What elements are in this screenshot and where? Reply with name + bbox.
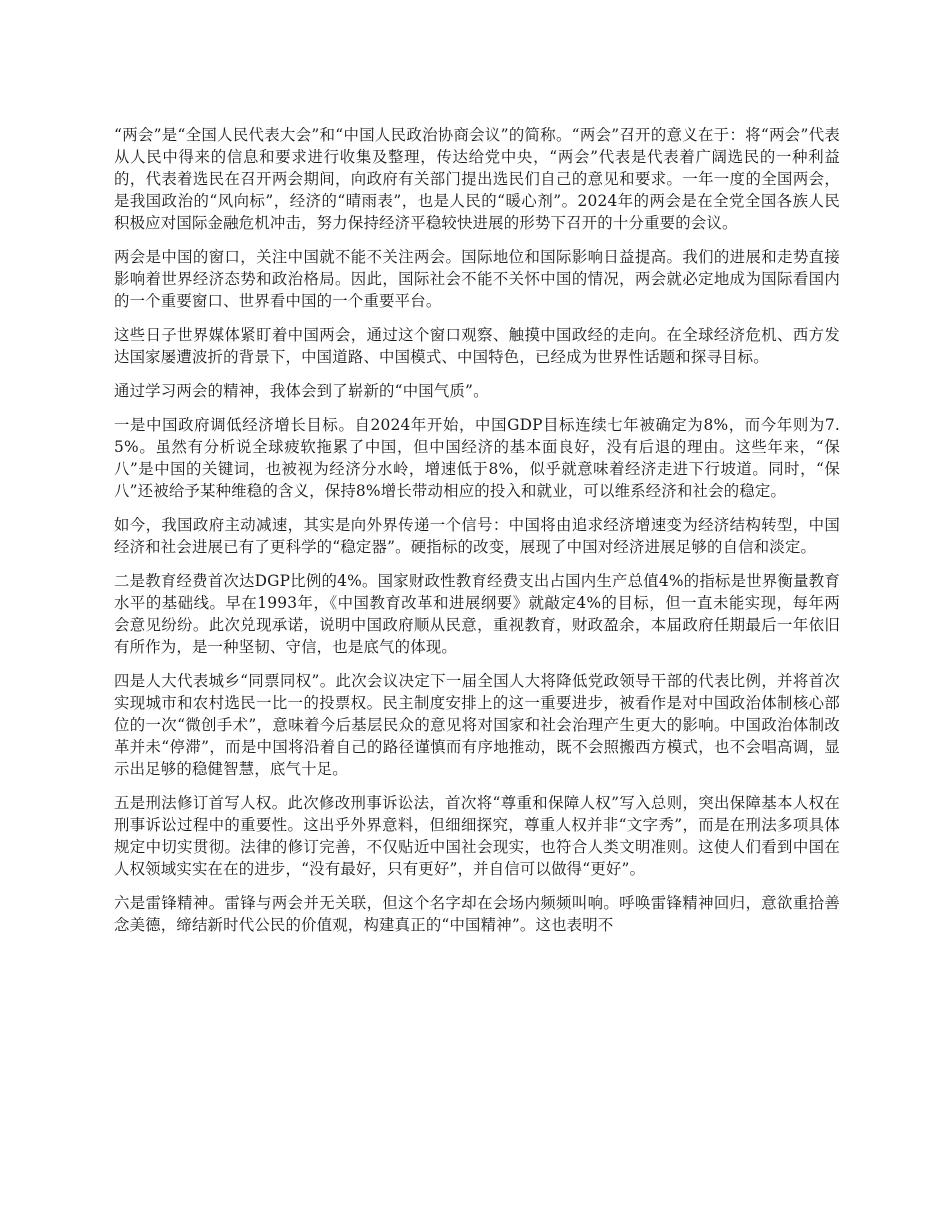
paragraph-2: 两会是中国的窗口，关注中国就不能不关注两会。国际地位和国际影响日益提高。我们的进展和走势直接影响着世界经济态势和政治格局。因此，国际社会不能不关怀中国的情况，两会就必定地成为国际看国内的一个重要窗口、世界看中国的一个重要平台。 bbox=[114, 248, 840, 310]
document-body bbox=[114, 124, 840, 948]
paragraph-7: 二是教育经费首次达DGP比例的4%。国家财政性教育经费支出占国内生产总值4%的指标是世界衡量教育水平的基础线。早在1993年，《中国教育改革和进展纲要》就敲定4%的目标，但一直未能实现，每年两会意见纷纷。此次兑现承诺，说明中国政府顺从民意，重视教育，财政盈余，本届政府任期最后一年依旧有所作为，是一种坚韧、守信，也是底气的体现。 bbox=[114, 572, 840, 656]
paragraph-10: 六是雷锋精神。雷锋与两会并无关联，但这个名字却在会场内频频叫响。呼唤雷锋精神回归，意欲重拾善念美德，缔结新时代公民的价值观，构建真正的“中国精神”。这也表明不 bbox=[114, 894, 840, 934]
paragraph-4: 通过学习两会的精神，我体会到了崭新的“中国气质”。 bbox=[114, 382, 489, 400]
paragraph-6: 如今，我国政府主动减速，其实是向外界传递一个信号：中国将由追求经济增速变为经济结构转型，中国经济和社会进展已有了更科学的“稳定器”。硬指标的改变，展现了中国对经济进展足够的自信和淡定。 bbox=[114, 516, 840, 556]
paragraph-8: 四是人大代表城乡“同票同权”。此次会议决定下一届全国人大将降低党政领导干部的代表比例，并将首次实现城市和农村选民一比一的投票权。民主制度安排上的这一重要进步，被看作是对中国政治体制核心部位的一次“微创手术”，意味着今后基层民众的意见将对国家和社会治理产生更大的影响。中国政治体制改革并未“停滞”，而是中国将沿着自己的路径谨慎而有序地推动，既不会照搬西方模式，也不会唱高调，显示出足够的稳健智慧，底气十足。 bbox=[114, 672, 840, 778]
paragraph-9: 五是刑法修订首写人权。此次修改刑事诉讼法，首次将“尊重和保障人权”写入总则，突出保障基本人权在刑事诉讼过程中的重要性。这出乎外界意料，但细细探究，尊重人权并非“文字秀”，而是在刑法多项具体规定中切实贯彻。法律的修订完善，不仅贴近中国社会现实，也符合人类文明准则。这使人们看到中国在人权领域实实在在的进步，“没有最好，只有更好”，并自信可以做得“更好”。 bbox=[114, 794, 840, 878]
paragraph-3: 这些日子世界媒体紧盯着中国两会，通过这个窗口观察、触摸中国政经的走向。在全球经济危机、西方发达国家屡遭波折的背景下，中国道路、中国模式、中国特色，已经成为世界性话题和探寻目标。 bbox=[114, 326, 840, 366]
paragraph-1: “两会”是“全国人民代表大会”和“中国人民政治协商会议”的简称。“两会”召开的意义在于：将“两会”代表从人民中得来的信息和要求进行收集及整理，传达给党中央，“两会”代表是代表着广阔选民的一种利益的，代表着选民在召开两会期间，向政府有关部门提出选民们自己的意见和要求。一年一度的全国两会，是我国政治的“风向标”，经济的“晴雨表”，也是人民的“暖心剂”。2024年的两会是在全党全国各族人民积极应对国际金融危机冲击，努力保持经济平稳较快进展的形势下召开的十分重要的会议。 bbox=[114, 126, 840, 232]
paragraph-5: 一是中国政府调低经济增长目标。自2024年开始，中国GDP目标连续七年被确定为8%，而今年则为7.5%。虽然有分析说全球疲软拖累了中国，但中国经济的基本面良好，没有后退的理由。这些年来，“保八”是中国的关键词，也被视为经济分水岭，增速低于8%，似乎就意味着经济走进下行坡道。同时，“保八”还被给予某种维稳的含义，保持8%增长带动相应的投入和就业，可以维系经济和社会的稳定。 bbox=[114, 416, 840, 500]
